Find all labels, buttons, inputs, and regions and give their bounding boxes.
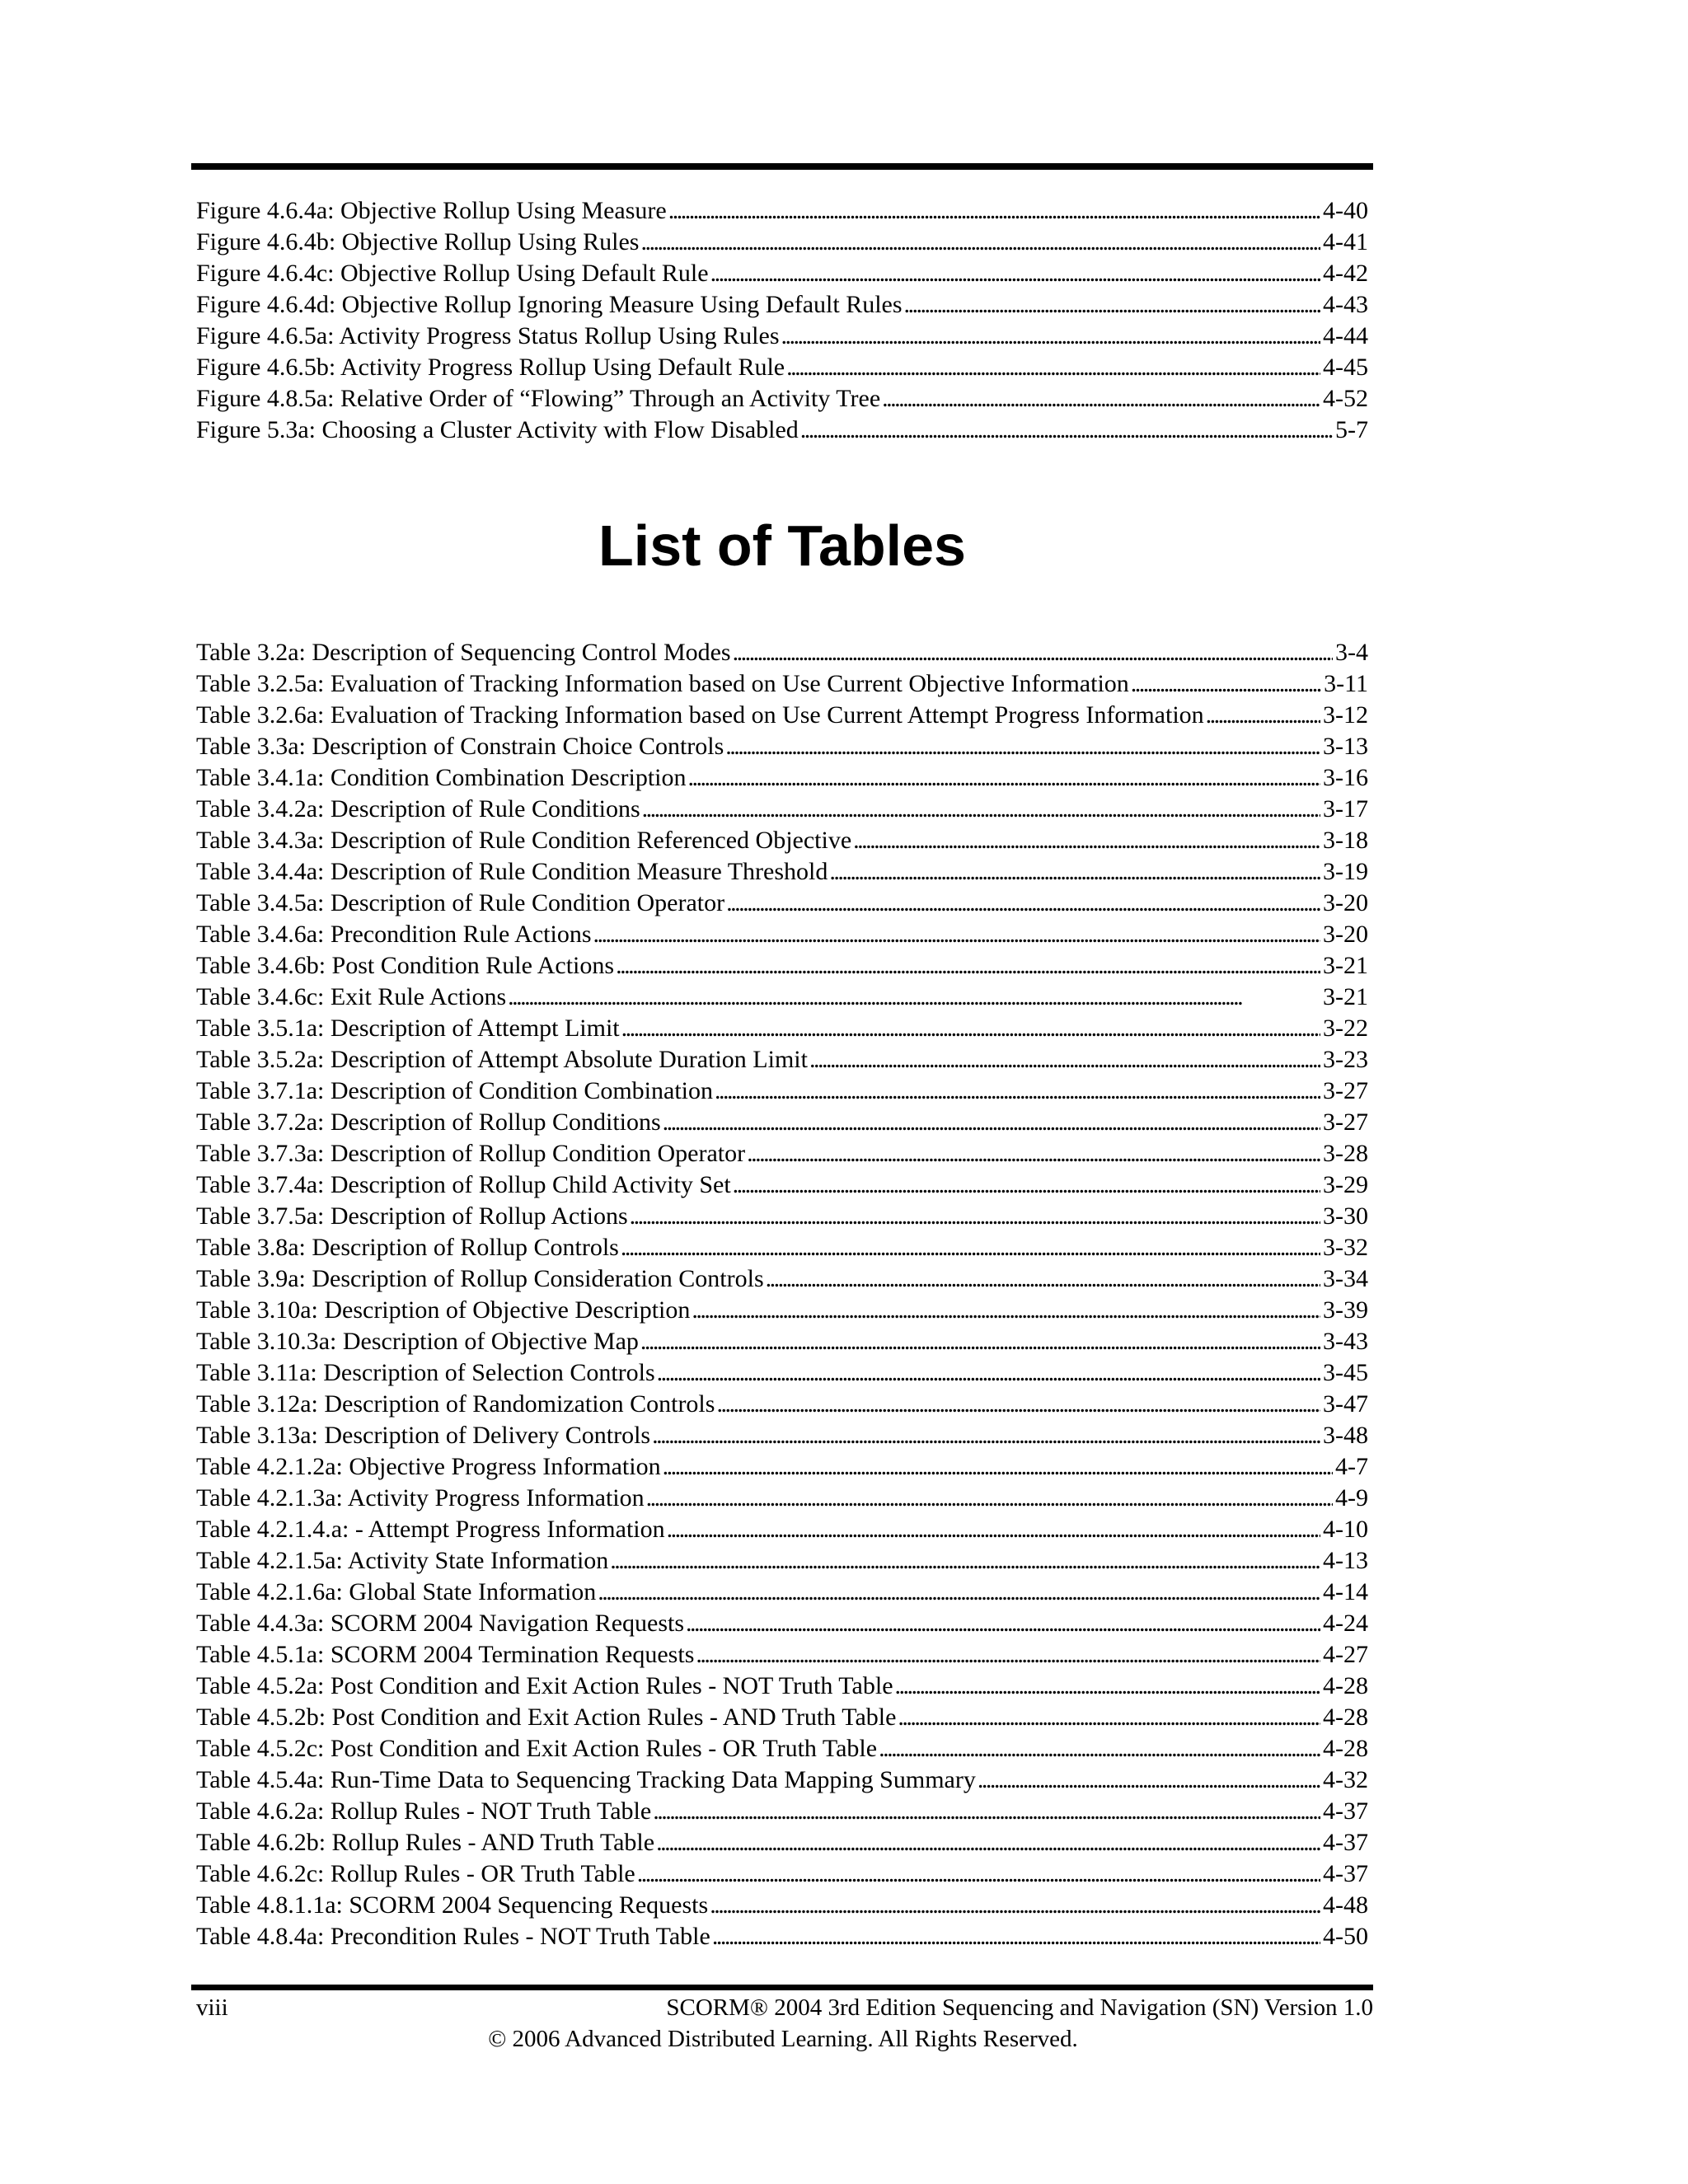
- figure-entry-label: Figure 4.8.5a: Relative Order of “Flowing” Through an Activity Tree: [196, 385, 881, 412]
- figure-entry-page: 4-41: [1323, 228, 1368, 255]
- table-entry-label: Table 3.4.5a: Description of Rule Condition Operator: [196, 889, 725, 916]
- table-entry[interactable]: [196, 1138, 1368, 1169]
- dot-leader: [879, 1733, 1320, 1765]
- table-entry-label: Table 4.8.4a: Precondition Rules - NOT Truth Table: [196, 1923, 710, 1950]
- table-entry-label: Table 3.10a: Description of Objective Description: [196, 1296, 691, 1324]
- table-entry[interactable]: [196, 1858, 1368, 1890]
- table-entry-page: 4-50: [1323, 1923, 1368, 1950]
- table-entry-label: Table 3.7.3a: Description of Rollup Condition Operator: [196, 1140, 746, 1167]
- table-entry[interactable]: [196, 1545, 1368, 1577]
- dot-leader: [747, 1138, 1320, 1169]
- table-entry-label: Table 4.5.4a: Run-Time Data to Sequencing Tracking Data Mapping Summary: [196, 1766, 976, 1793]
- table-entry-page: 4-37: [1323, 1797, 1368, 1825]
- table-entry-page: 4-37: [1323, 1860, 1368, 1887]
- table-entry-label: Table 3.8a: Description of Rollup Controls: [196, 1234, 619, 1261]
- table-entry[interactable]: [196, 1169, 1368, 1201]
- dot-leader: [786, 352, 1320, 383]
- figure-entry-page: 4-40: [1323, 197, 1368, 224]
- dot-leader: [895, 1671, 1320, 1702]
- table-entry-page: 4-48: [1323, 1891, 1368, 1919]
- table-entry[interactable]: [196, 1201, 1368, 1232]
- figure-entry-page: 4-43: [1323, 291, 1368, 318]
- dot-leader: [621, 1013, 1320, 1044]
- dot-leader: [663, 1451, 1333, 1483]
- dot-leader: [898, 1702, 1320, 1733]
- table-entry-label: Table 3.2.5a: Evaluation of Tracking Information based on Use Current Objective Information: [196, 670, 1129, 697]
- table-entry-page: 3-45: [1323, 1359, 1368, 1386]
- dot-leader: [726, 888, 1320, 919]
- dot-leader: [668, 195, 1320, 227]
- table-entry[interactable]: [196, 888, 1368, 919]
- figure-entry-label: Figure 4.6.4c: Objective Rollup Using Default Rule: [196, 260, 709, 287]
- table-entry-label: Table 4.5.2c: Post Condition and Exit Action Rules - OR Truth Table: [196, 1735, 878, 1762]
- dot-leader: [1206, 700, 1320, 731]
- table-entry-label: Table 4.4.3a: SCORM 2004 Navigation Requests: [196, 1610, 685, 1637]
- dot-leader: [640, 227, 1320, 258]
- table-entry[interactable]: [196, 1639, 1368, 1671]
- dot-leader: [616, 950, 1320, 982]
- table-entry-label: Table 4.2.1.2a: Objective Progress Information: [196, 1453, 661, 1480]
- table-entry-page: 3-23: [1323, 1046, 1368, 1073]
- table-entry[interactable]: [196, 1420, 1368, 1451]
- dot-leader: [712, 1921, 1320, 1952]
- table-entry-label: Table 4.2.1.4.a: - Attempt Progress Information: [196, 1516, 665, 1543]
- table-entry-page: 3-27: [1323, 1108, 1368, 1136]
- dot-leader: [710, 258, 1320, 289]
- table-entry[interactable]: [196, 668, 1368, 700]
- table-entry[interactable]: [196, 700, 1368, 731]
- table-entry[interactable]: [196, 731, 1368, 762]
- dot-leader: [809, 1044, 1320, 1076]
- table-entry-label: Table 3.2.6a: Evaluation of Tracking Information based on Use Current Attempt Progress Information: [196, 701, 1204, 729]
- table-entry-page: 4-28: [1323, 1672, 1368, 1699]
- dot-leader: [663, 1107, 1320, 1138]
- dot-leader: [642, 794, 1320, 825]
- table-entry[interactable]: [196, 1357, 1368, 1389]
- header-rule: [191, 163, 1373, 170]
- table-entry-page: 3-47: [1323, 1390, 1368, 1418]
- footer-copyright: © 2006 Advanced Distributed Learning. All Rights Reserved.: [488, 2026, 1078, 2052]
- figures-list: [196, 195, 1368, 446]
- table-entry[interactable]: [196, 1232, 1368, 1263]
- figure-entry-label: Figure 5.3a: Choosing a Cluster Activity with Flow Disabled: [196, 416, 799, 443]
- table-entry[interactable]: [196, 1827, 1368, 1858]
- table-entry-page: 4-14: [1323, 1578, 1368, 1605]
- table-entry-page: 3-32: [1323, 1234, 1368, 1261]
- table-entry[interactable]: [196, 825, 1368, 856]
- dot-leader: [1131, 668, 1321, 700]
- table-entry-label: Table 4.2.1.6a: Global State Information: [196, 1578, 597, 1605]
- figure-entry-page: 4-52: [1323, 385, 1368, 412]
- dot-leader: [652, 1420, 1320, 1451]
- figure-entry-label: Figure 4.6.4b: Objective Rollup Using Rules: [196, 228, 640, 255]
- table-entry-page: 3-43: [1323, 1328, 1368, 1355]
- table-entry[interactable]: [196, 919, 1368, 950]
- dot-leader: [882, 383, 1320, 415]
- dot-leader: [800, 415, 1333, 446]
- table-entry-label: Table 3.13a: Description of Delivery Controls: [196, 1422, 651, 1449]
- dot-leader: [781, 321, 1320, 352]
- table-entry-label: Table 3.4.2a: Description of Rule Conditions: [196, 795, 640, 823]
- figure-entry[interactable]: [196, 195, 1368, 227]
- table-entry-page: 4-27: [1323, 1641, 1368, 1668]
- table-entry-label: Table 3.12a: Description of Randomization Controls: [196, 1390, 715, 1418]
- table-entry-label: Table 3.7.4a: Description of Rollup Child Activity Set: [196, 1171, 731, 1198]
- dot-leader: [853, 825, 1320, 856]
- dot-leader: [715, 1076, 1320, 1107]
- dot-leader: [716, 1389, 1320, 1420]
- table-entry-label: Table 3.4.3a: Description of Rule Condition Referenced Objective: [196, 827, 852, 854]
- dot-leader: [646, 1483, 1333, 1514]
- table-entry-page: 3-48: [1323, 1422, 1368, 1449]
- dot-leader: [508, 982, 1320, 1013]
- dot-leader: [657, 1357, 1320, 1389]
- table-entry[interactable]: [196, 1765, 1368, 1796]
- table-entry-page: 3-12: [1323, 701, 1368, 729]
- tables-list: [196, 637, 1368, 1952]
- dot-leader: [610, 1545, 1320, 1577]
- table-entry-page: 3-30: [1323, 1202, 1368, 1230]
- list-of-tables-heading: List of Tables: [598, 513, 966, 578]
- figure-entry-label: Figure 4.6.5a: Activity Progress Status Rollup Using Rules: [196, 322, 780, 349]
- footer-document-title: SCORM® 2004 3rd Edition Sequencing and Navigation (SN) Version 1.0: [666, 1994, 1373, 2021]
- table-entry-page: 4-32: [1323, 1766, 1368, 1793]
- table-entry-page: 3-22: [1323, 1015, 1368, 1042]
- dot-leader: [692, 1295, 1320, 1326]
- figure-entry-label: Figure 4.6.5b: Activity Progress Rollup Using Default Rule: [196, 354, 785, 381]
- table-entry[interactable]: [196, 762, 1368, 794]
- table-entry-label: Table 3.5.1a: Description of Attempt Limit: [196, 1015, 620, 1042]
- table-entry[interactable]: [196, 1890, 1368, 1921]
- table-entry[interactable]: [196, 1451, 1368, 1483]
- figure-entry-page: 4-45: [1323, 354, 1368, 381]
- table-entry-label: Table 3.2a: Description of Sequencing Control Modes: [196, 639, 731, 666]
- table-entry[interactable]: [196, 1326, 1368, 1357]
- dot-leader: [733, 637, 1333, 668]
- footer-rule: [191, 1985, 1373, 1990]
- table-entry-page: 3-16: [1323, 764, 1368, 791]
- dot-leader: [696, 1639, 1320, 1671]
- dot-leader: [653, 1796, 1320, 1827]
- dot-leader: [630, 1201, 1320, 1232]
- table-entry-page: 3-34: [1323, 1265, 1368, 1292]
- table-entry-page: 3-19: [1323, 858, 1368, 885]
- table-entry-page: 3-11: [1324, 670, 1368, 697]
- table-entry-page: 3-29: [1323, 1171, 1368, 1198]
- table-entry-page: 4-10: [1323, 1516, 1368, 1543]
- table-entry-page: 4-9: [1335, 1484, 1368, 1511]
- figure-entry-label: Figure 4.6.4d: Objective Rollup Ignoring Measure Using Default Rules: [196, 291, 903, 318]
- table-entry-label: Table 4.6.2b: Rollup Rules - AND Truth Table: [196, 1829, 655, 1856]
- table-entry-label: Table 3.5.2a: Description of Attempt Absolute Duration Limit: [196, 1046, 808, 1073]
- table-entry[interactable]: [196, 856, 1368, 888]
- figure-entry[interactable]: [196, 289, 1368, 321]
- table-entry-page: 3-18: [1323, 827, 1368, 854]
- dot-leader: [904, 289, 1320, 321]
- table-entry-label: Table 4.6.2c: Rollup Rules - OR Truth Table: [196, 1860, 635, 1887]
- table-entry-label: Table 3.4.1a: Condition Combination Description: [196, 764, 687, 791]
- dot-leader: [667, 1514, 1320, 1545]
- table-entry[interactable]: [196, 1921, 1368, 1952]
- table-entry-label: Table 3.4.4a: Description of Rule Condition Measure Threshold: [196, 858, 828, 885]
- table-entry-label: Table 3.9a: Description of Rollup Consideration Controls: [196, 1265, 764, 1292]
- table-entry-label: Table 3.4.6a: Precondition Rule Actions: [196, 921, 592, 948]
- table-entry-label: Table 3.7.1a: Description of Condition Combination: [196, 1077, 713, 1104]
- table-entry[interactable]: [196, 1608, 1368, 1639]
- figure-entry-page: 4-42: [1323, 260, 1368, 287]
- figure-entry[interactable]: [196, 415, 1368, 446]
- figure-entry-page: 4-44: [1323, 322, 1368, 349]
- dot-leader: [593, 919, 1321, 950]
- table-entry-page: 3-21: [1323, 983, 1368, 1010]
- table-entry-page: 3-20: [1323, 889, 1368, 916]
- table-entry[interactable]: [196, 1483, 1368, 1514]
- table-entry[interactable]: [196, 950, 1368, 982]
- figure-entry-page: 5-7: [1335, 416, 1368, 443]
- figure-entry[interactable]: [196, 227, 1368, 258]
- table-entry-page: 3-13: [1323, 733, 1368, 760]
- table-entry-label: Table 3.11a: Description of Selection Controls: [196, 1359, 655, 1386]
- figure-entry-label: Figure 4.6.4a: Objective Rollup Using Measure: [196, 197, 667, 224]
- table-entry-label: Table 4.5.2a: Post Condition and Exit Action Rules - NOT Truth Table: [196, 1672, 893, 1699]
- table-entry-label: Table 4.2.1.5a: Activity State Information: [196, 1547, 609, 1574]
- dot-leader: [688, 762, 1321, 794]
- table-entry-page: 3-4: [1335, 639, 1368, 666]
- table-entry-label: Table 4.6.2a: Rollup Rules - NOT Truth Table: [196, 1797, 652, 1825]
- dot-leader: [656, 1827, 1320, 1858]
- table-entry-page: 4-24: [1323, 1610, 1368, 1637]
- table-entry-page: 3-27: [1323, 1077, 1368, 1104]
- dot-leader: [829, 856, 1320, 888]
- table-entry-label: Table 3.4.6b: Post Condition Rule Actions: [196, 952, 615, 979]
- dot-leader: [733, 1169, 1320, 1201]
- table-entry[interactable]: [196, 1263, 1368, 1295]
- dot-leader: [710, 1890, 1320, 1921]
- table-entry[interactable]: [196, 1013, 1368, 1044]
- table-entry-page: 3-20: [1323, 921, 1368, 948]
- dot-leader: [621, 1232, 1320, 1263]
- table-entry[interactable]: [196, 1514, 1368, 1545]
- table-entry-label: Table 3.7.2a: Description of Rollup Conditions: [196, 1108, 661, 1136]
- table-entry-page: 3-28: [1323, 1140, 1368, 1167]
- table-entry-page: 4-13: [1323, 1547, 1368, 1574]
- footer-page-number: viii: [196, 1994, 228, 2021]
- table-entry[interactable]: [196, 1044, 1368, 1076]
- table-entry[interactable]: [196, 1295, 1368, 1326]
- table-entry-page: 3-39: [1323, 1296, 1368, 1324]
- table-entry[interactable]: [196, 1577, 1368, 1608]
- table-entry-label: Table 4.5.1a: SCORM 2004 Termination Requests: [196, 1641, 695, 1668]
- dot-leader: [686, 1608, 1320, 1639]
- table-entry-label: Table 3.3a: Description of Constrain Choice Controls: [196, 733, 724, 760]
- table-entry[interactable]: [196, 1671, 1368, 1702]
- table-entry[interactable]: [196, 794, 1368, 825]
- figure-entry[interactable]: [196, 321, 1368, 352]
- dot-leader: [766, 1263, 1320, 1295]
- table-entry-page: 4-37: [1323, 1829, 1368, 1856]
- table-entry-page: 4-28: [1323, 1704, 1368, 1731]
- table-entry[interactable]: [196, 982, 1368, 1013]
- table-entry-label: Table 4.8.1.1a: SCORM 2004 Sequencing Requests: [196, 1891, 709, 1919]
- table-entry-page: 4-28: [1323, 1735, 1368, 1762]
- table-entry[interactable]: [196, 637, 1368, 668]
- table-entry-label: Table 3.7.5a: Description of Rollup Actions: [196, 1202, 628, 1230]
- table-entry-label: Table 3.10.3a: Description of Objective Map: [196, 1328, 639, 1355]
- table-entry-page: 3-17: [1323, 795, 1368, 823]
- table-entry[interactable]: [196, 1796, 1368, 1827]
- table-entry-label: Table 4.5.2b: Post Condition and Exit Action Rules - AND Truth Table: [196, 1704, 897, 1731]
- figure-entry[interactable]: [196, 383, 1368, 415]
- table-entry-page: 4-7: [1335, 1453, 1368, 1480]
- table-entry[interactable]: [196, 1076, 1368, 1107]
- dot-leader: [725, 731, 1320, 762]
- table-entry-label: Table 4.2.1.3a: Activity Progress Information: [196, 1484, 645, 1511]
- dot-leader: [978, 1765, 1320, 1796]
- table-entry[interactable]: [196, 1107, 1368, 1138]
- table-entry[interactable]: [196, 1389, 1368, 1420]
- table-entry[interactable]: [196, 1702, 1368, 1733]
- dot-leader: [640, 1326, 1320, 1357]
- table-entry[interactable]: [196, 1733, 1368, 1765]
- table-entry-label: Table 3.4.6c: Exit Rule Actions: [196, 983, 507, 1010]
- figure-entry[interactable]: [196, 258, 1368, 289]
- table-entry-page: 3-21: [1323, 952, 1368, 979]
- dot-leader: [598, 1577, 1320, 1608]
- dot-leader: [637, 1858, 1320, 1890]
- figure-entry[interactable]: [196, 352, 1368, 383]
